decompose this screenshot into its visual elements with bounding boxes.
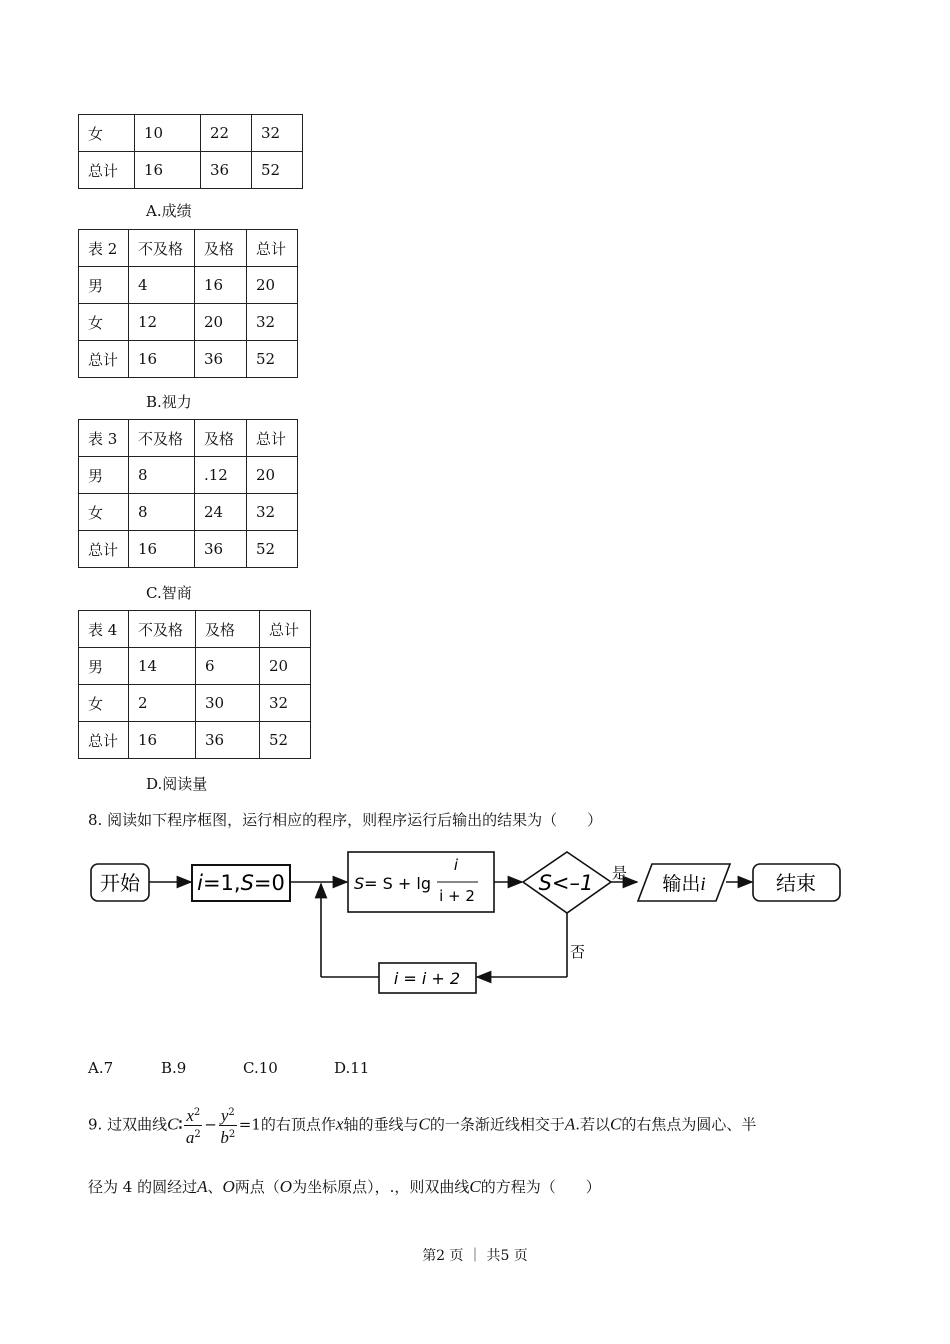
page-footer: 第2 页 ｜ 共5 页 (422, 1248, 528, 1264)
q9-mid2: 轴的垂线与 (343, 1115, 419, 1134)
table-cell: 16 (195, 267, 247, 304)
q8-option-c: C.10 (243, 1059, 278, 1077)
table-cell: .12 (195, 457, 247, 494)
table-cell: 总计 (79, 531, 129, 568)
table-row (79, 494, 298, 531)
table-cell: 16 (129, 531, 195, 568)
table-row (79, 457, 298, 494)
q9-colon: ∶ (178, 1115, 183, 1134)
table-header-cell: 不及格 (129, 611, 196, 648)
table-cell: 20 (195, 304, 247, 341)
table-cell: 8 (129, 457, 195, 494)
flow-loop-label: i = i + 2 (393, 969, 461, 988)
table-header-cell: 及格 (195, 420, 247, 457)
question-9-line-1 (88, 1104, 756, 1147)
table-cell: 女 (79, 304, 129, 341)
table-cell: 总计 (79, 341, 129, 378)
table-header-cell: 总计 (247, 420, 298, 457)
q9-minus: − (204, 1115, 217, 1134)
table-cell: 30 (196, 685, 260, 722)
table-4 (78, 610, 311, 759)
table-cell: 20 (247, 267, 298, 304)
table-cell: 男 (79, 457, 129, 494)
table-cell: 32 (260, 685, 311, 722)
table-header-cell: 不及格 (129, 420, 195, 457)
q9-curve: C (167, 1114, 179, 1134)
table-cell: 36 (195, 341, 247, 378)
table-header-cell: 及格 (195, 230, 247, 267)
flow-init-label (197, 871, 285, 895)
flow-init-eq2: =0 (253, 871, 285, 895)
table-cell: 6 (196, 648, 260, 685)
table-cell: 32 (252, 115, 303, 152)
q8-option-d: D.11 (334, 1059, 370, 1077)
table-cell: 36 (201, 152, 252, 189)
q9-frac-y: $\frac{y^2}{b^2}$ (220, 1106, 236, 1147)
table-cell: 16 (129, 722, 196, 759)
flowchart (0, 845, 950, 1005)
table-cell: 14 (129, 648, 196, 685)
flow-output-var: i (700, 874, 706, 895)
table-cell: 男 (79, 267, 129, 304)
table-header-cell: 表 4 (79, 611, 129, 648)
table-cell: 32 (247, 494, 298, 531)
table-cell: 52 (252, 152, 303, 189)
flow-yes-label: 是 (612, 864, 628, 882)
flow-assign-label (354, 874, 431, 893)
table-1-caption: A.成绩 (146, 202, 192, 220)
flow-init-s: S (240, 871, 254, 895)
flow-decision-label: S<–1 (538, 871, 594, 895)
table-row (79, 648, 311, 685)
table-row (79, 304, 298, 341)
q9-mid: 的右顶点作 (260, 1115, 336, 1134)
q8-option-a: A.7 (88, 1059, 114, 1077)
flow-start-label: 开始 (100, 871, 140, 895)
question-8-text: 8. 阅读如下程序框图，运行相应的程序，则程序运行后输出的结果为（ ） (88, 811, 603, 829)
table-cell: 20 (260, 648, 311, 685)
flow-frac-den: i + 2 (439, 887, 475, 905)
table-cell: 16 (129, 341, 195, 378)
table-1-partial (78, 114, 303, 189)
table-header-cell: 及格 (196, 611, 260, 648)
q9-prefix: 9. 过双曲线 (88, 1115, 168, 1134)
q9-mid4: .若以 (575, 1115, 610, 1134)
q9-c3: C (610, 1114, 622, 1134)
table-cell: 女 (79, 115, 135, 152)
flow-no-label: 否 (570, 943, 586, 961)
table-cell: 总计 (79, 722, 129, 759)
table-header-cell: 表 3 (79, 420, 129, 457)
table-cell: 10 (135, 115, 201, 152)
table-cell: 总计 (79, 152, 135, 189)
flow-frac-num: i (453, 856, 459, 874)
table-cell: 22 (201, 115, 252, 152)
q9-mid3: 的一条渐近线相交于 (429, 1115, 565, 1134)
table-header-row (79, 420, 298, 457)
flow-output-text: 输出 (662, 873, 701, 895)
q9-c2: C (418, 1114, 430, 1134)
table-cell: 女 (79, 685, 129, 722)
table-header-row (79, 230, 298, 267)
table-row (79, 722, 311, 759)
table-row (79, 115, 303, 152)
table-cell: 2 (129, 685, 196, 722)
table-3 (78, 419, 298, 568)
table-row (79, 341, 298, 378)
table-cell: 24 (195, 494, 247, 531)
table-cell: 16 (135, 152, 201, 189)
table-cell: 32 (247, 304, 298, 341)
table-header-cell: 总计 (247, 230, 298, 267)
table-header-cell: 不及格 (129, 230, 195, 267)
table-cell: 女 (79, 494, 129, 531)
flow-init-i: i (197, 871, 203, 895)
table-2 (78, 229, 298, 378)
table-cell: 8 (129, 494, 195, 531)
table-row (79, 531, 298, 568)
q9-frac-x: $\frac{x^2}{a^2}$ (185, 1106, 201, 1147)
table-cell: 52 (260, 722, 311, 759)
table-cell: 20 (247, 457, 298, 494)
q9-eq: =1 (238, 1115, 261, 1134)
table-4-caption: D.阅读量 (146, 775, 208, 793)
flow-assign-rest: = S + lg (364, 874, 431, 893)
q9-tail: 的右焦点为圆心、半 (621, 1115, 757, 1134)
table-header-cell: 总计 (260, 611, 311, 648)
table-cell: 52 (247, 341, 298, 378)
flow-assign-s: S (354, 874, 365, 893)
table-cell: 12 (129, 304, 195, 341)
table-header-row (79, 611, 311, 648)
flow-end-label: 结束 (776, 871, 816, 895)
flow-init-eq1: =1, (202, 871, 241, 895)
table-2-caption: B.视力 (146, 393, 192, 411)
table-cell: 36 (196, 722, 260, 759)
q8-option-b: B.9 (161, 1059, 187, 1077)
flow-output-label (662, 873, 705, 895)
table-row (79, 267, 298, 304)
table-row (79, 152, 303, 189)
table-cell: 男 (79, 648, 129, 685)
table-row (79, 685, 311, 722)
table-cell: 52 (247, 531, 298, 568)
table-cell: 36 (195, 531, 247, 568)
table-header-cell: 表 2 (79, 230, 129, 267)
table-3-caption: C.智商 (146, 584, 192, 602)
q9-a-point: A (564, 1114, 576, 1134)
q9-x-var: x (335, 1114, 344, 1134)
question-9-line-2: 径为 4 的圆经过A、O两点（O为坐标原点），.，则双曲线C的方程为（ ） (88, 1177, 601, 1196)
table-cell: 4 (129, 267, 195, 304)
